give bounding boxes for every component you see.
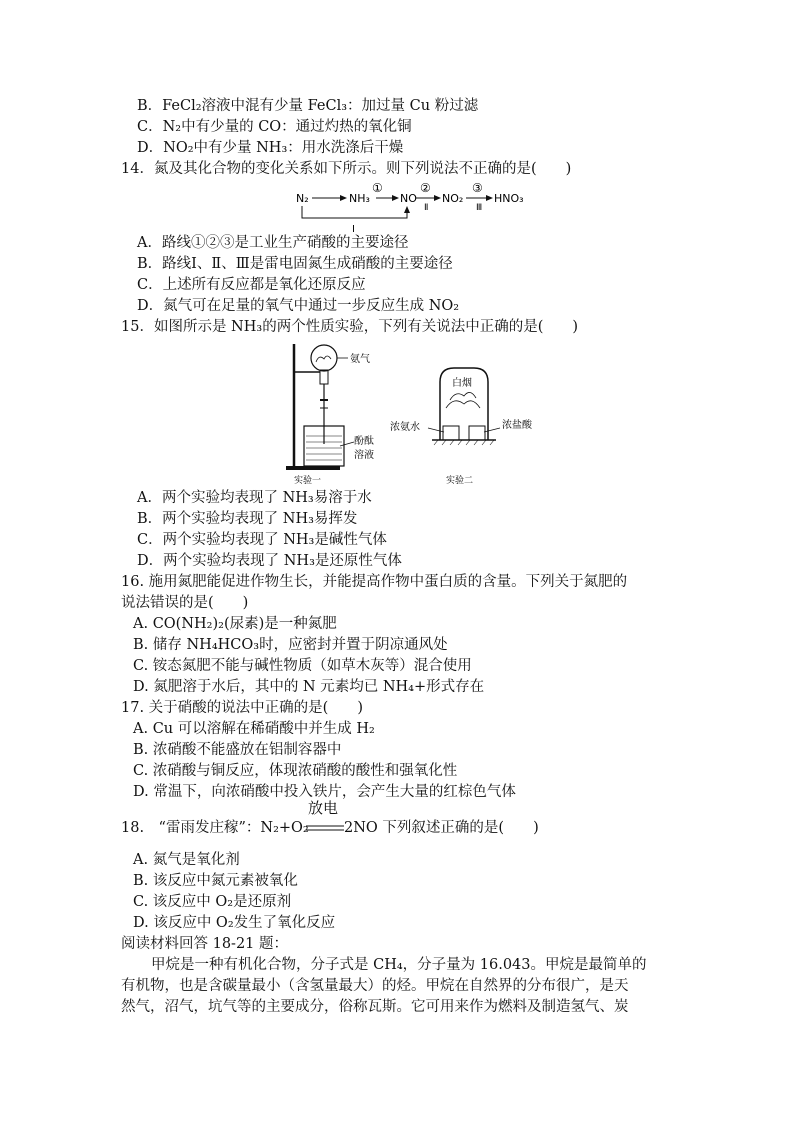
q14-option-d: D．氮气可在足量的氧气中通过一步反应生成 NO₂ (137, 298, 460, 314)
q14-option-c: C．上述所有反应都是氧化还原反应 (137, 277, 366, 293)
q18-option-a: A. 氮气是氧化剂 (133, 852, 240, 868)
q16-option-a: A. CO(NH₂)₂(尿素)是一种氮肥 (133, 616, 337, 632)
reading-line-1: 甲烷是一种有机化合物，分子式是 CH₄，分子量为 16.043。甲烷是最简单的 (151, 957, 647, 973)
q15-option-b: B．两个实验均表现了 NH₃易挥发 (137, 511, 358, 527)
q18-option-c: C. 该反应中 O₂是还原剂 (133, 894, 292, 910)
diagram-no2: NO₂ (442, 192, 464, 205)
q16-option-b: B. 储存 NH₄HCO₃时，应密封并置于阴凉通风处 (133, 637, 448, 653)
fig1-gas-label: 氨气 (350, 354, 370, 365)
diagram-route-iii: Ⅲ (476, 203, 483, 213)
diagram-step1: ① (372, 181, 383, 195)
q15-option-a: A．两个实验均表现了 NH₃易溶于水 (137, 490, 372, 506)
arrow-route-i (302, 206, 407, 218)
diagram-hno3: HNO₃ (494, 192, 524, 205)
q15-option-d: D．两个实验均表现了 NH₃是还原性气体 (137, 553, 402, 569)
diagram-route-ii: Ⅱ (424, 203, 429, 213)
q16-stem-line-1: 16. 施用氮肥能促进作物生长，并能提高作物中蛋白质的含量。下列关于氮肥的 (121, 574, 628, 590)
q16-option-d: D. 氮肥溶于水后，其中的 N 元素均已 NH₄+形式存在 (133, 679, 485, 695)
diagram-step2: ② (420, 181, 431, 195)
q17-stem: 17. 关于硝酸的说法中正确的是( ) (121, 700, 363, 716)
q15-option-c: C．两个实验均表现了 NH₃是碱性气体 (137, 532, 387, 548)
q18-reaction-condition: 放电 (308, 799, 339, 817)
q16-option-c: C. 铵态氮肥不能与碱性物质（如草木灰等）混合使用 (133, 658, 472, 674)
equals-sign-bar (306, 822, 346, 834)
q14-stem: 14．氮及其化合物的变化关系如下所示。则下列说法不正确的是( ) (121, 161, 572, 177)
flask (311, 345, 337, 371)
q13-option-b: B．FeCl₂溶液中混有少量 FeCl₃：加过量 Cu 粉过滤 (137, 98, 479, 114)
diagram-n2: N₂ (296, 192, 309, 205)
fig2-right-label: 浓盐酸 (502, 420, 532, 431)
diagram-no: NO (400, 192, 417, 205)
q18-option-b: B. 该反应中氮元素被氧化 (133, 873, 298, 889)
fig1-liquid-label-2: 溶液 (354, 450, 374, 461)
diagram-route-i: I (352, 224, 355, 235)
reading-line-2: 有机物，也是含碳量最小（含氢量最大）的烃。甲烷在自然界的分布很广，是天 (121, 978, 629, 994)
fig2-left-label: 浓氨水 (390, 422, 420, 433)
q15-stem: 15．如图所示是 NH₃的两个性质实验，下列有关说法中正确的是( ) (121, 319, 579, 335)
q17-option-b: B. 浓硝酸不能盛放在铝制容器中 (133, 742, 342, 758)
diagram-nh3: NH₃ (349, 192, 370, 205)
q18-stem-right: 2NO 下列叙述正确的是( ) (344, 820, 539, 836)
q17-option-d: D. 常温下，向浓硝酸中投入铁片，会产生大量的红棕色气体 (133, 784, 516, 800)
reading-line-3: 然气，沼气，坑气等的主要成分，俗称瓦斯。它可用来作为燃料及制造氢气、炭 (121, 999, 629, 1015)
experiment-one-apparatus (286, 344, 354, 470)
q13-option-c: C．N₂中有少量的 CO：通过灼热的氧化铜 (137, 119, 412, 135)
fig2-caption: 实验二 (446, 476, 474, 486)
q16-stem-line-2: 说法错误的是( ) (121, 595, 249, 611)
diagram-step3: ③ (472, 181, 483, 195)
nitrogen-conversion-diagram (290, 180, 560, 236)
fig1-caption: 实验一 (294, 476, 322, 486)
q17-option-a: A. Cu 可以溶解在稀硝酸中并生成 H₂ (133, 721, 375, 737)
q17-option-c: C. 浓硝酸与铜反应，体现浓硝酸的酸性和强氧化性 (133, 763, 458, 779)
fig1-liquid-label-1: 酚酞 (354, 436, 374, 447)
reading-intro: 阅读材料回答 18-21 题： (121, 936, 289, 952)
q14-option-a: A．路线①②③是工业生产硝酸的主要途径 (137, 235, 409, 251)
q18-stem-left: 18. “雷雨发庄稼”：N₂+O₂ (121, 820, 309, 836)
q14-option-b: B．路线Ⅰ、Ⅱ、Ⅲ是雷电固氮生成硝酸的主要途径 (137, 256, 453, 272)
q18-option-d: D. 该反应中 O₂发生了氧化反应 (133, 915, 336, 931)
q13-option-d: D．NO₂中有少量 NH₃：用水洗涤后干燥 (137, 140, 404, 156)
fig2-smoke-label: 白烟 (452, 378, 472, 389)
ammonia-experiments-figure (280, 338, 550, 488)
